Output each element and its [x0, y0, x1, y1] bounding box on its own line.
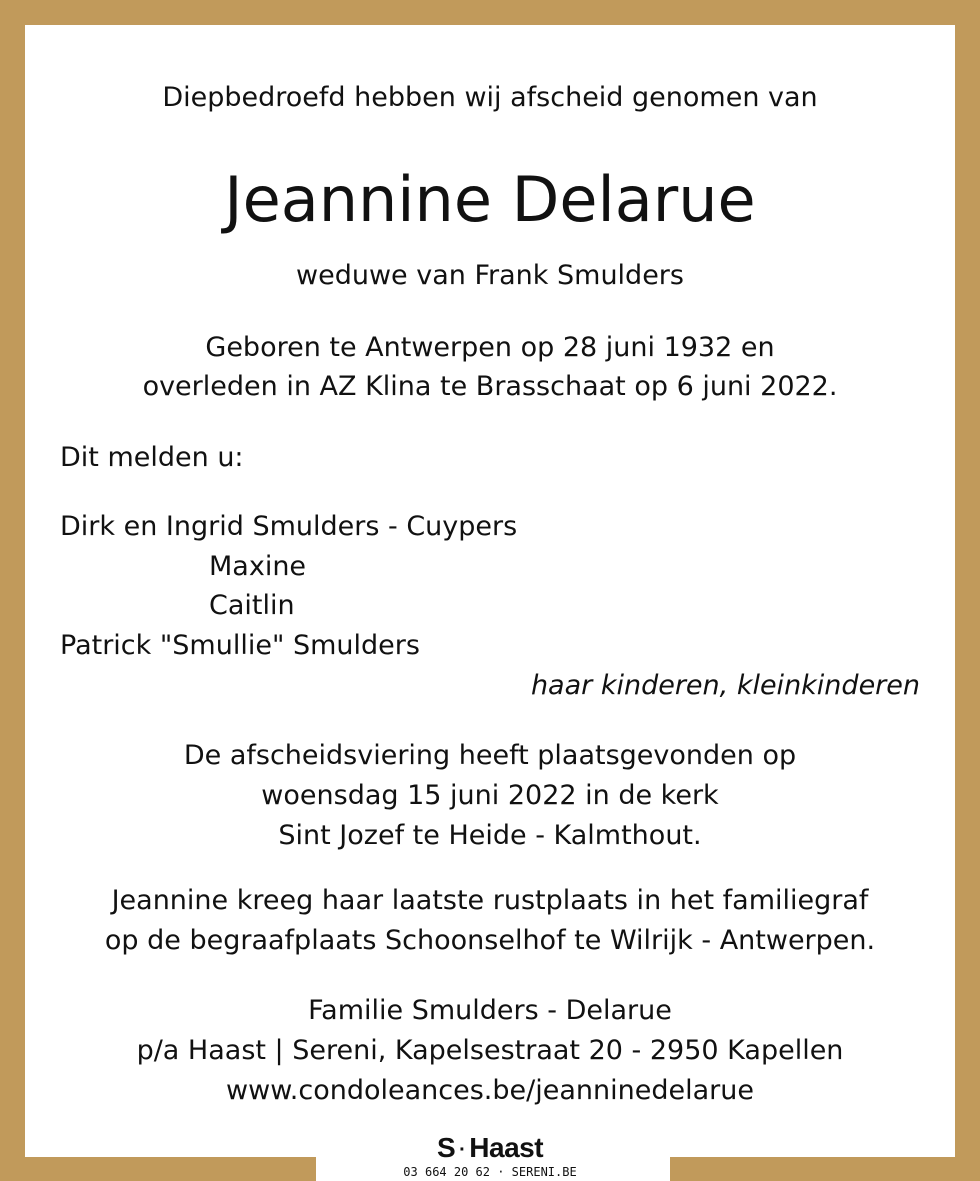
- family-signature: Familie Smulders - Delarue: [308, 995, 672, 1026]
- family-member: Patrick "Smullie" Smulders: [60, 630, 420, 661]
- burial-line: Jeannine kreeg haar laatste rustplaats in het familiegraf: [111, 885, 869, 916]
- ceremony-line: woensdag 15 juni 2022 in de kerk: [261, 780, 719, 811]
- haast-logo: [0, 1131, 980, 1167]
- footer-contact: 03 664 20 62 · SERENI.BE: [403, 1165, 577, 1179]
- burial-line: op de begraafplaats Schoonselhof te Wilrijk - Antwerpen.: [104, 925, 876, 956]
- death-line: overleden in AZ Klina te Brasschaat op 6 juni 2022.: [142, 371, 838, 402]
- deceased-name: Jeannine Delarue: [224, 163, 756, 236]
- ceremony-line: De afscheidsviering heeft plaatsgevonden op: [183, 740, 797, 771]
- postal-address: p/a Haast | Sereni, Kapelsestraat 20 - 2950 Kapellen: [136, 1035, 844, 1066]
- logo-name: Haast: [469, 1132, 544, 1163]
- logo-s: S: [436, 1132, 456, 1163]
- intro-line: Diepbedroefd hebben wij afscheid genomen van: [162, 82, 818, 113]
- spouse-line: weduwe van Frank Smulders: [296, 260, 684, 291]
- logo-dot: ·: [459, 1138, 466, 1161]
- relation-line: haar kinderen, kleinkinderen: [530, 670, 920, 701]
- ceremony-line: Sint Jozef te Heide - Kalmthout.: [278, 820, 702, 851]
- condolence-url: www.condoleances.be/jeanninedelarue: [226, 1075, 754, 1106]
- family-member: Caitlin: [209, 590, 295, 621]
- announce-line: Dit melden u:: [60, 442, 244, 473]
- birth-line: Geboren te Antwerpen op 28 juni 1932 en: [205, 332, 775, 363]
- family-member: Maxine: [209, 551, 307, 582]
- family-member: Dirk en Ingrid Smulders - Cuypers: [60, 511, 518, 542]
